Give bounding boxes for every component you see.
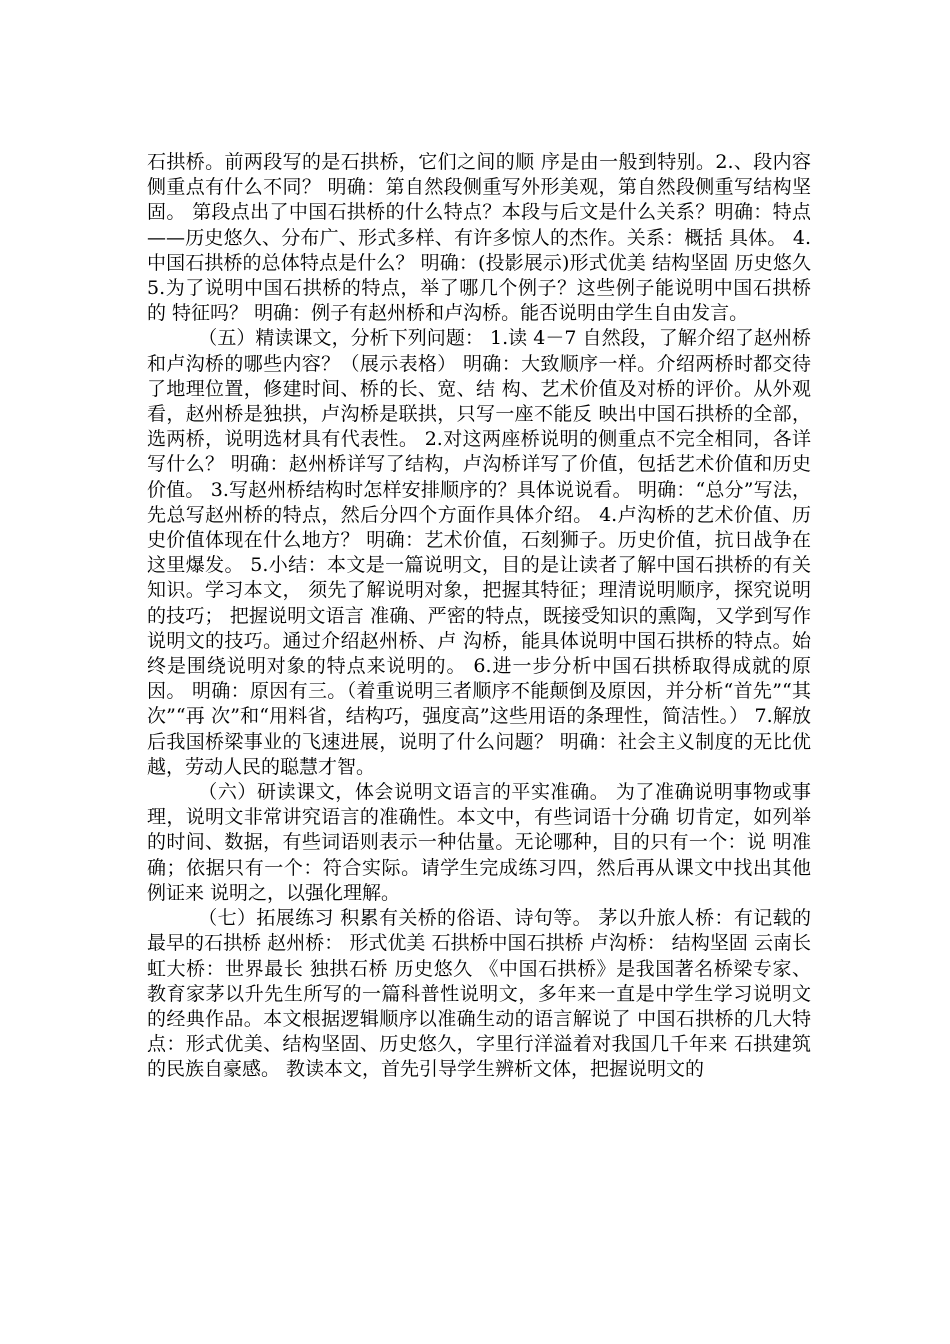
paragraph-section-6: （六）研读课文，体会说明文语言的平实准确。 为了准确说明事物或事理，说明文非常讲究语言的准确性。本文中，有些词语十分确 切肯定，如列举的时间、数据，有些词语则表示一种估量。无论哪种，目的只有一个：说 明准确；依据只有一个：符合实际。请学生完成练习四，然后再从课文中找出其他例证来 说明之，以强化理解。 [147,781,811,904]
document-page [147,150,811,1083]
paragraph-intro: 石拱桥。前两段写的是石拱桥，它们之间的顺 序是由一般到特别。2.、段内容侧重点有什么不同？ 明确：第自然段侧重写外形美观，第自然段侧重写结构坚固。 第段点出了中国石拱桥的什么特点？本段与后文是什么关系？明确：特点——历史悠久、分布广、形式多样、有许多惊人的杰作。关系：概括 具体。 4.中国石拱桥的总体特点是什么？ 明确：(投影展示)形式优美 结构坚固 历史悠久 5.为了说明中国石拱桥的特点，举了哪几个例子？这些例子能说明中国石拱桥的 特征吗？ 明确：例子有赵州桥和卢沟桥。能否说明由学生自由发言。 [147,151,811,325]
paragraph-section-5: （五）精读课文，分析下列问题： 1.读 4－7 自然段，了解介绍了赵州桥和卢沟桥的哪些内容？（展示表格） 明确：大致顺序一样。介绍两桥时都交待了地理位置，修建时间、桥的长、宽、结 构、艺术价值及对桥的评价。从外观看，赵州桥是独拱，卢沟桥是联拱，只写一座不能反 映出中国石拱桥的全部，选两桥，说明选材具有代表性。 2.对这两座桥说明的侧重点不完全相同，各详写什么？ 明确：赵州桥详写了结构，卢沟桥详写了价值，包括艺术价值和历史价值。 3.写赵州桥结构时怎样安排顺序的？具体说说看。 明确：“总分”写法，先总写赵州桥的特点，然后分四个方面作具体介绍。 4.卢沟桥的艺术价值、历史价值体现在什么地方？ 明确：艺术价值，石刻狮子。历史价值，抗日战争在这里爆发。 5.小结：本文是一篇说明文，目的是让读者了解中国石拱桥的有关知识。学习本文， 须先了解说明对象，把握其特征；理清说明顺序，探究说明的技巧； 把握说明文语言 准确、严密的特点，既接受知识的熏陶，又学到写作说明文的技巧。通过介绍赵州桥、卢 沟桥，能具体说明中国石拱桥的特点。始终是围绕说明对象的特点来说明的。 6.进一步分析中国石拱桥取得成就的原因。 明确：原因有三。（着重说明三者顺序不能颠倒及原因，并分析“首先”“其次”“再 次”和“用料省，结构巧，强度高”这些用语的条理性，简洁性。） 7.解放后我国桥梁事业的飞速进展，说明了什么问题？ 明确：社会主义制度的无比优越，劳动人民的聪慧才智。 [147,327,811,778]
paragraph-section-7: （七）拓展练习 积累有关桥的俗语、诗句等。 茅以升旅人桥：有记载的最早的石拱桥 赵州桥： 形式优美 石拱桥中国石拱桥 卢沟桥： 结构坚固 云南长虹大桥：世界最长 独拱石桥 历史悠久 《中国石拱桥》是我国著名桥梁专家、教育家茅以升先生所写的一篇科普性说明文，多年来一直是中学生学习说明文的经典作品。本文根据逻辑顺序以准确生动的语言解说了 中国石拱桥的几大特点：形式优美、结构坚固、历史悠久，字里行洋溢着对我国几千年来 石拱建筑的民族自豪感。 教读本文，首先引导学生辨析文体，把握说明文的 [147,907,811,1081]
